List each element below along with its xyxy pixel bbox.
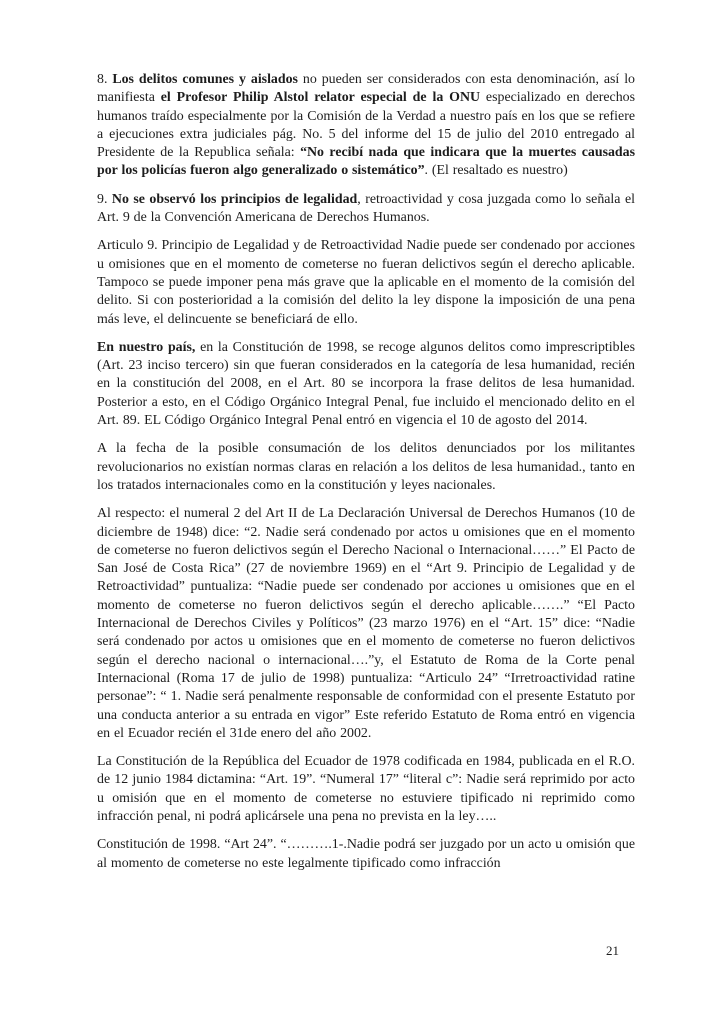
paragraph bbox=[97, 836, 635, 873]
text-run: . (El resaltado es nuestro) bbox=[424, 163, 568, 179]
text-run: , retroactividad y cosa juzgada como lo señala el Art. 9 de la Convención Americana de Derechos Humanos. bbox=[97, 191, 635, 226]
bold-text-run: el Profesor Philip Alstol relator especial de la ONU bbox=[160, 90, 481, 106]
text-run: A la fecha de la posible consumación de los delitos denunciados por los militantes revolucionarios no existían normas claras en relación a los delitos de lesa humanidad., tanto en los tratados internacionales como en la constitución y leyes nacionales. bbox=[97, 441, 635, 493]
paragraph bbox=[97, 71, 635, 181]
paragraph bbox=[97, 191, 635, 228]
text-run: en la Constitución de 1998, se recoge algunos delitos como imprescriptibles (Art. 23 inciso tercero) sin que fueran considerados en la categoría de lesa humanidad, recién en la constitución del 2008, en el Art. 80 se incorpora la frase delitos de lesa humanidad. Posterior a esto, en el Código Orgánico Integral Penal, fue incluido el mencionado delito en el Art. 89. EL Código Orgánico Integral Penal entró en vigencia el 10 de agosto del 2014. bbox=[97, 339, 635, 429]
text-run: La Constitución de la República del Ecuador de 1978 codificada en 1984, publicada en el R.O. de 12 junio 1984 dictamina: “Art. 19”. “Numeral 17” “literal c”: Nadie será reprimido por acto u omisión que en el momento de cometerse no estuviere tipificado ni reprimido como infracción penal, ni podrá aplicársele una pena no prevista en la ley….. bbox=[97, 754, 635, 824]
text-run: Articulo 9. Principio de Legalidad y de Retroactividad Nadie puede ser condenado por acciones u omisiones que en el momento de cometerse no fueran delictivos según el derecho aplicable. Tampoco se puede imponer pena más grave que la aplicable en el momento de la comisión del delito. Si con posterioridad a la comisión del delito la ley dispone la imposición de una pena más leve, el delincuente se beneficiará de ello. bbox=[97, 238, 635, 327]
text-run: 8. bbox=[97, 72, 113, 87]
paragraph bbox=[97, 237, 635, 328]
text-run: especializado en derechos humanos traído especialmente por la Comisión de la Verdad a nuestro país en los que se refiere a ejecuciones extra judiciales pág. No. 5 del informe del 15 de julio del 2010 entregado al Presidente de la Republica señala: bbox=[97, 90, 635, 161]
bold-text-run: En nuestro país, bbox=[97, 339, 196, 355]
paragraph bbox=[97, 440, 635, 495]
text-run: 9. bbox=[97, 191, 112, 207]
bold-text-run: “No recibí nada que indicara que la muertes causadas por los policías fueron algo generalizado o sistemático” bbox=[97, 145, 635, 179]
text-run: Al respecto: el numeral 2 del Art II de La Declaración Universal de Derechos Humanos (10 de diciembre de 1948) dice: “2. Nadie será condenado por actos u omisiones que en el momento de cometerse no fueron delictivos según el Derecho Nacional o Internacional……” El Pacto de San José de Costa Rica” (27 de noviembre 1969) en el “Art 9. Principio de Legalidad y de Retroactividad” puntualiza: “Nadie puede ser condenado por acciones u omisiones que en el momento de cometerse no fueron delictivos según el derecho aplicable…….” “El Pacto Internacional de Derechos Civiles y Políticos” (23 marzo 1976) en el “Art. 15” dice: “Nadie será condenado por actos u omisiones que en el momento de cometerse no fueron delictivos según el derecho nacional o internacional….”y, el Estatuto de Roma de la Corte penal Internacional (Roma 17 de julio de 1998) puntualiza: “Articulo 24” “Irretroactividad ratine personae”: “ 1. Nadie será penalmente responsable de conformidad con el presente Estatuto por una conducta anterior a su entrada en vigor” Este referido Estatuto de Roma entró en vigencia en el Ecuador recién el 31de enero del año 2002. bbox=[97, 506, 635, 741]
text-run: Constitución de 1998. “Art 24”. “……….1-.Nadie podrá ser juzgado por un acto u omisión que al momento de cometerse no este legalmente tipificado como infracción bbox=[97, 837, 635, 871]
bold-text-run: Los delitos comunes y aislados bbox=[112, 72, 298, 87]
text-run: no pueden ser considerados con esta denominación, así lo manifiesta bbox=[97, 72, 636, 106]
paragraph bbox=[97, 753, 635, 826]
bold-text-run: No se observó los principios de legalidad bbox=[111, 191, 358, 207]
document-body bbox=[97, 71, 635, 883]
paragraph bbox=[97, 339, 635, 430]
paragraph bbox=[97, 505, 635, 743]
page-number: 21 bbox=[606, 943, 619, 958]
